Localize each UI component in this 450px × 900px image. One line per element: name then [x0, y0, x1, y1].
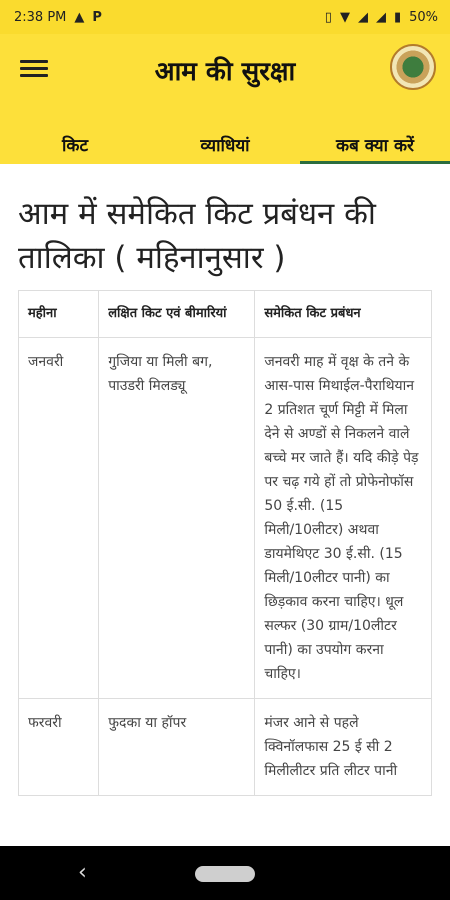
cell-management: जनवरी माह में वृक्ष के तने के आस-पास मिथाईल-पैराथियान 2 प्रतिशत चूर्ण मिट्टी में मिला देने से अण्डों से निकलने वाले बच्चे मर जाते हैं। यदि कीड़े पेड़ पर चढ़ गये हों तो प्रोफेनोफॉस 50 ई.सी. (15 मिली/10लीटर) अथवा डायमेथिएट 30 ई.सी. (15 मिली/10लीटर पानी) का छिड़काव करना चाहिए। धूल सल्फर (30 ग्राम/10लीटर पानी) का उपयोग करना चाहिए। [255, 338, 432, 699]
cell-month: फरवरी [19, 699, 99, 796]
cell-management: मंजर आने से पहले क्विनॉलफास 25 ई सी 2 मिलीलीटर प्रति लीटर पानी [255, 699, 432, 796]
cell-target: गुजिया या मिली बग, पाउडरी मिलड्यू [99, 338, 255, 699]
page-title: आम में समेकित किट प्रबंधन की तालिका ( महिनानुसार ) [18, 196, 376, 276]
tab-bar [0, 106, 450, 164]
battery-level: 50% [409, 9, 438, 25]
app-title: आम की सुरक्षा [154, 57, 296, 87]
header-month: महीना [19, 291, 99, 338]
system-nav-bar [0, 846, 450, 900]
back-icon[interactable]: ‹ [78, 860, 87, 885]
header-target: लक्षित किट एवं बीमारियां [99, 291, 255, 338]
app-bar [0, 34, 450, 106]
tab-when-what[interactable]: कब क्या करें [300, 133, 450, 164]
cell-month: जनवरी [19, 338, 99, 699]
parking-icon: P [92, 9, 102, 25]
wifi-icon: ▼ [339, 9, 350, 25]
battery-icon: ▮ [393, 9, 402, 25]
home-pill-button[interactable] [195, 866, 255, 882]
status-right [325, 10, 438, 25]
tab-pests[interactable]: किट [61, 136, 89, 156]
content-scroll-area[interactable] [0, 164, 450, 846]
pest-management-table [18, 290, 432, 796]
signal-icon: ◢ [357, 9, 368, 25]
vibrate-icon: ▯ [324, 9, 332, 25]
signal-icon: ◢ [375, 9, 386, 25]
status-time: 2:38 PM [14, 9, 67, 25]
status-left [14, 10, 102, 25]
header-management: समेकित किट प्रबंधन [255, 291, 432, 338]
table-row [19, 699, 432, 796]
table-header-row [19, 291, 432, 338]
status-bar [0, 0, 450, 34]
warning-icon: ▲ [74, 9, 85, 25]
app-logo [390, 44, 436, 90]
tab-diseases[interactable]: व्याधियां [200, 136, 250, 156]
cell-target: फुदका या हॉपर [99, 699, 255, 796]
table-row [19, 338, 432, 699]
